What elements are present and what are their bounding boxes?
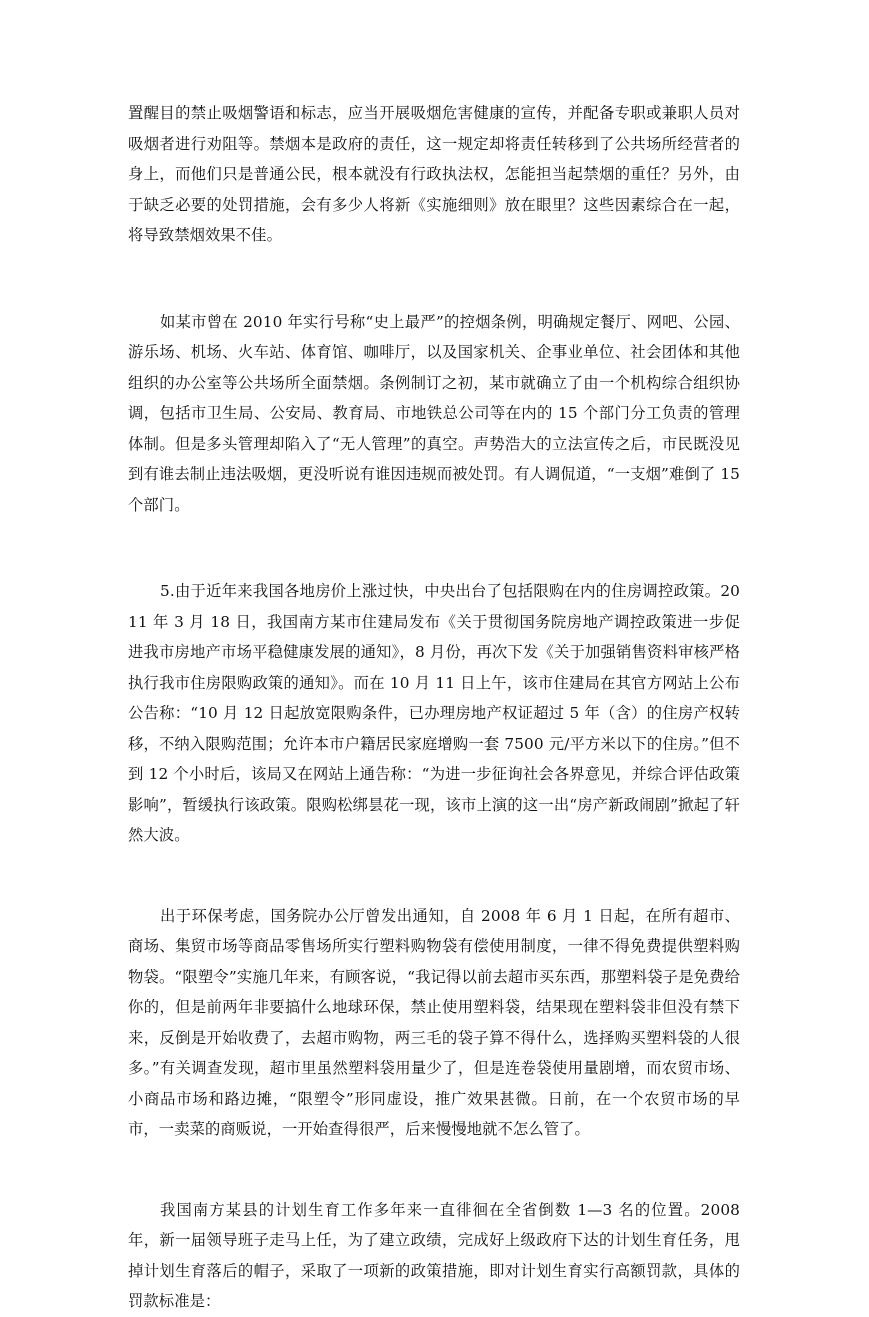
paragraph-gap xyxy=(128,251,740,307)
paragraph-smoking-city-example: 如某市曾在 2010 年实行号称“史上最严”的控烟条例，明确规定餐厅、网吧、公园、游乐场、机场、火车站、体育馆、咖啡厅，以及国家机关、企事业单位、社会团体和其他组织的办公室等公共场所全面禁烟。条例制订之初，某市就确立了由一个机构综合组织协调，包括市卫生局、公安局、教育局、市地铁总公司等在内的 15 个部门分工负责的管理体制。但是多头管理却陷入了“无人管理”的真空。声势浩大的立法宣传之后，市民既没见到有谁去制止违法吸烟，更没听说有谁因违规而被处罚。有人调侃道，“一支烟”难倒了 15 个部门。 xyxy=(128,312,740,514)
paragraph-smoking-rules: 置醒目的禁止吸烟警语和标志，应当开展吸烟危害健康的宣传，并配备专职或兼职人员对吸烟者进行劝阻等。禁烟本是政府的责任，这一规定却将责任转移到了公共场所经营者的身上，而他们只是普通公民，根本就没有行政执法权，怎能担当起禁烟的重任？另外，由于缺乏必要的处罚措施，会有多少人将新《实施细则》放在眼里？这些因素综合在一起，将导致禁烟效果不佳。 xyxy=(128,104,740,244)
document-page xyxy=(128,98,740,1317)
paragraph-family-planning: 我国南方某县的计划生育工作多年来一直徘徊在全省倒数 1—3 名的位置。2008 年，新一届领导班子走马上任，为了建立政绩，完成好上级政府下达的计划生育任务，甩掉计划生育落后的帽子，采取了一项新的政策措施，即对计划生育实行高额罚款，具体的罚款标准是： xyxy=(128,1200,740,1310)
paragraph-housing-policy: 5.由于近年来我国各地房价上涨过快，中央出台了包括限购在内的住房调控政策。2011 年 3 月 18 日，我国南方某市住建局发布《关于贯彻国务院房地产调控政策进一步促进我市房地产市场平稳健康发展的通知》，8 月份，再次下发《关于加强销售资料审核严格执行我市住房限购政策的通知》。而在 10 月 11 日上午，该市住建局在其官方网站上公布公告称：“10 月 12 日起放宽限购条件，已办理房地产权证超过 5 年（含）的住房产权转移，不纳入限购范围；允许本市户籍居民家庭增购一套 7500 元/平方米以下的住房。”但不到 12 个小时后，该局又在网站上通告称：“为进一步征询社会各界意见，并综合评估政策影响”，暂缓执行该政策。限购松绑昙花一现，该市上演的这一出“房产新政闹剧”掀起了轩然大波。 xyxy=(128,582,740,844)
paragraph-plastic-bag: 出于环保考虑，国务院办公厅曾发出通知，自 2008 年 6 月 1 日起，在所有超市、商场、集贸市场等商品零售场所实行塑料购物袋有偿使用制度，一律不得免费提供塑料购物袋。“限塑令”实施几年来，有顾客说，“我记得以前去超市买东西，那塑料袋子是免费给你的，但是前两年非要搞什么地球环保，禁止使用塑料袋，结果现在塑料袋非但没有禁下来，反倒是开始收费了，去超市购物，两三毛的袋子算不得什么，选择购买塑料袋的人很多。”有关调查发现，超市里虽然塑料袋用量少了，但是连卷袋使用量剧增，而农贸市场、小商品市场和路边摊，“限塑令”形同虚设，推广效果甚微。日前，在一个农贸市场的早市，一卖菜的商贩说，一开始查得很严，后来慢慢地就不怎么管了。 xyxy=(128,906,740,1138)
paragraph-gap xyxy=(128,1145,740,1195)
paragraph-gap xyxy=(128,851,740,901)
paragraph-gap xyxy=(128,520,740,576)
